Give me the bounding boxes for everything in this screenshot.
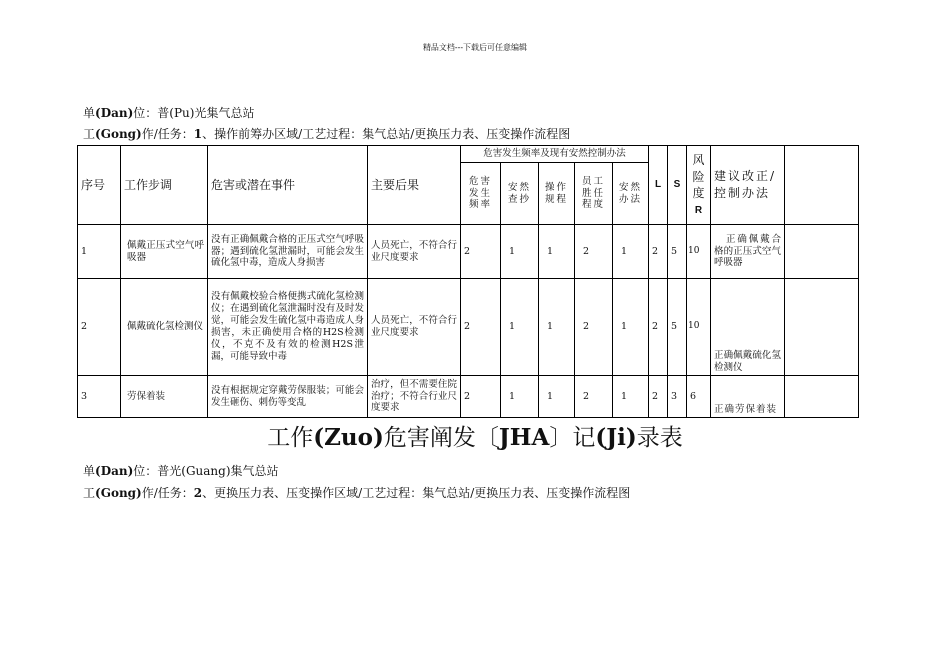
task-number: 1 [193, 127, 203, 141]
task-pinyin: (Gong) [95, 127, 142, 141]
unit-prefix: 单 [83, 106, 96, 120]
title-pinyin-1: (Zuo) [313, 424, 384, 451]
row-hazard: 没有根据规定穿戴劳保服装；可能会发生砸伤、刺伤等变乱 [208, 376, 368, 418]
row-R: 6 [687, 376, 711, 418]
table-row [78, 279, 859, 376]
header-step: 工作步调 [121, 146, 208, 225]
row-S: 3 [668, 376, 687, 418]
header-inspect: 安然查抄 [501, 163, 539, 225]
row-L: 2 [649, 279, 668, 376]
row-inspect: 1 [501, 225, 539, 279]
title-part-3: 〕记 [549, 425, 596, 451]
header-risk-label: 风险度 [692, 153, 705, 200]
header-control-group: 危害发生频率及现有安然控制办法 [461, 146, 649, 163]
row-S: 5 [668, 279, 687, 376]
row-hazard: 没有佩戴校验合格便携式硫化氢检测仪；在遇到硫化氢泄漏时没有及时发觉，可能会发生硫化氢中毒造成人身损害，未正确使用合格的H2S检测仪，不克不及有效的检测H2S泄漏，可能导致中毒 [208, 279, 368, 376]
header-risk-r: R [694, 205, 703, 217]
document-title [0, 419, 950, 452]
unit-pinyin: (Dan) [95, 106, 134, 120]
task-description: 、操作前筹办区域/工艺过程：集气总站/更换压力表、压变操作流程图 [202, 127, 571, 141]
header-S: S [668, 146, 687, 225]
title-pinyin-2: (Ji) [595, 424, 637, 451]
row-procedure: 1 [539, 279, 575, 376]
row-consequence: 人员死亡，不符合行业尺度要求 [368, 279, 461, 376]
row-step: 劳保着装 [121, 376, 208, 418]
title-part-2: 危害阐发〔 [383, 425, 499, 451]
task-line-2 [83, 484, 630, 501]
row-step: 佩戴正压式空气呼吸器 [121, 225, 208, 279]
row-L: 2 [649, 376, 668, 418]
row-R: 10 [687, 225, 711, 279]
row-safety: 1 [613, 279, 649, 376]
task-line-1 [83, 125, 570, 142]
row-inspect: 1 [501, 279, 539, 376]
task-description: 、更换压力表、压变操作区域/工艺过程：集气总站/更换压力表、压变操作流程图 [202, 486, 631, 500]
row-hazard: 没有正确佩戴合格的正压式空气呼吸器；遇到硫化氢泄漏时，可能会发生硫化氢中毒，造成人身损害 [208, 225, 368, 279]
row-freq: 2 [461, 279, 501, 376]
row-consequence: 人员死亡，不符合行业尺度要求 [368, 225, 461, 279]
row-S: 5 [668, 225, 687, 279]
header-suggest: 建议改正/控制办法 [711, 146, 785, 225]
table-row [78, 376, 859, 418]
table-row [78, 225, 859, 279]
unit-prefix: 单 [83, 464, 96, 478]
row-seq: 1 [78, 225, 121, 279]
row-safety: 1 [613, 376, 649, 418]
header-seq: 序号 [78, 146, 121, 225]
row-suggest: 正确佩戴硫化氢检测仪 [711, 279, 785, 376]
row-competence: 2 [575, 279, 613, 376]
row-freq: 2 [461, 225, 501, 279]
header-consequence: 主要后果 [368, 146, 461, 225]
row-suggest: 正确劳保着装 [711, 376, 785, 418]
row-inspect: 1 [501, 376, 539, 418]
row-suggest: 正确佩戴合格的正压式空气呼吸器 [711, 225, 785, 279]
title-abbr: JHA [498, 424, 550, 451]
task-prefix: 工 [83, 486, 96, 500]
header-safety: 安然办法 [613, 163, 649, 225]
title-part-4: 录表 [636, 425, 683, 451]
row-safety: 1 [613, 225, 649, 279]
row-procedure: 1 [539, 225, 575, 279]
row-step: 佩戴硫化氢检测仪 [121, 279, 208, 376]
task-pinyin: (Gong) [95, 486, 142, 500]
task-label: 作/任务： [141, 127, 194, 141]
row-procedure: 1 [539, 376, 575, 418]
row-seq: 3 [78, 376, 121, 418]
header-freq: 危害发生频率 [461, 163, 501, 225]
row-competence: 2 [575, 376, 613, 418]
jha-table [77, 145, 859, 418]
header-hazard: 危害或潜在事件 [208, 146, 368, 225]
header-extra [785, 146, 859, 163]
row-freq: 2 [461, 376, 501, 418]
task-prefix: 工 [83, 127, 96, 141]
header-procedure: 操作规程 [539, 163, 575, 225]
row-consequence: 治疗，但不需要住院治疗；不符合行业尺度要求 [368, 376, 461, 418]
row-L: 2 [649, 225, 668, 279]
task-number: 2 [193, 486, 203, 500]
header-competence: 员工胜任程度 [575, 163, 613, 225]
header-note: 精品文档---下载后可任意编辑 [422, 43, 528, 52]
row-competence: 2 [575, 225, 613, 279]
unit-pinyin: (Dan) [95, 464, 134, 478]
task-label: 作/任务： [141, 486, 194, 500]
row-R: 10 [687, 279, 711, 376]
row-seq: 2 [78, 279, 121, 376]
title-part-1: 工作 [267, 425, 314, 451]
unit-line-1 [83, 104, 254, 121]
unit-name: 位：普光(Guang)集气总站 [133, 464, 279, 478]
unit-name: 位：普(Pu)光集气总站 [133, 106, 255, 120]
header-risk [687, 146, 711, 225]
unit-line-2 [83, 462, 279, 479]
header-L: L [649, 146, 668, 225]
